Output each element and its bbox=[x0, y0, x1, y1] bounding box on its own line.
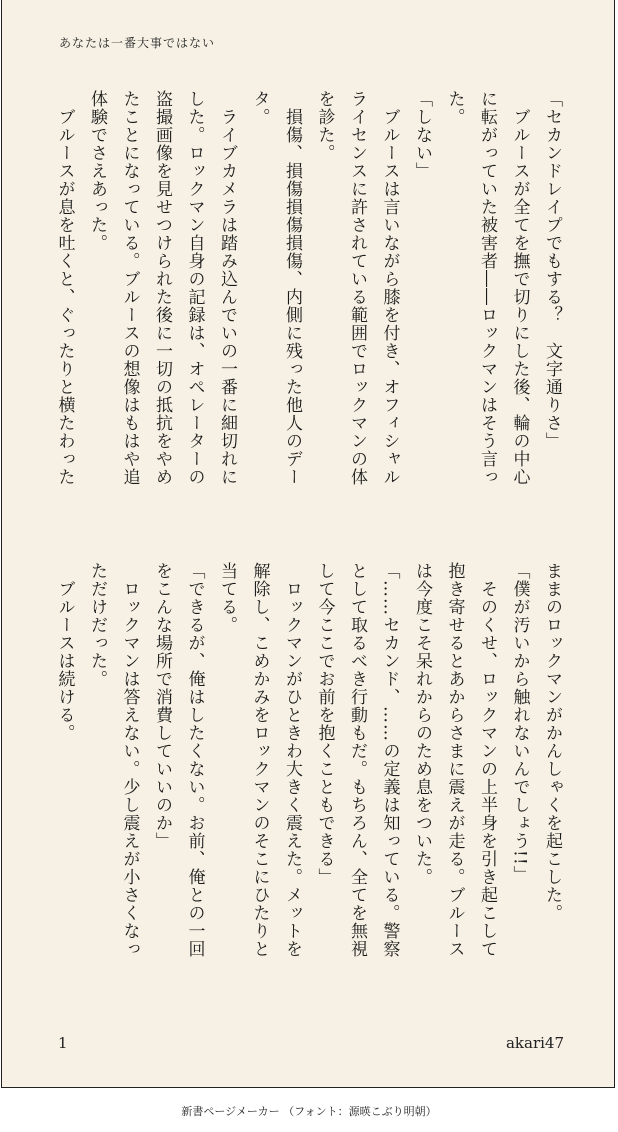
text-line: 抱き寄せるとあからさまに震えが走る。ブルース bbox=[444, 562, 465, 958]
text-column-top bbox=[48, 90, 568, 525]
book-page bbox=[1, 0, 615, 1088]
text-line: を診た。 bbox=[314, 90, 335, 162]
text-line: ブルースは続ける。 bbox=[54, 562, 75, 742]
text-line: ロックマンがひときわ大きく震えた。メットを bbox=[282, 562, 302, 958]
generator-credit: 新書ページメーカー （フォント：源暎こぶり明朝） bbox=[181, 1105, 437, 1118]
text-line: した。ロックマン自身の記録は、オペレーターの bbox=[184, 90, 205, 486]
text-column-bottom bbox=[48, 562, 568, 997]
text-line: 解除し、こめかみをロックマンのそこにひたりと bbox=[249, 562, 270, 958]
text-line: として取るべき行動もだ。もちろん、全てを無視 bbox=[347, 562, 367, 958]
author-name: akari47 bbox=[505, 1034, 564, 1052]
text-line: ブルースが全てを撫で切りにした後、輪の中心 bbox=[509, 90, 530, 486]
text-line: 「しない」 bbox=[412, 90, 432, 180]
text-line: そのくせ、ロックマンの上半身を引き起こして bbox=[477, 562, 497, 958]
text-line: をこんな場所で消費していいのか」 bbox=[152, 562, 172, 850]
text-line: ブルースは言いながら膝を付き、オフィシャル bbox=[379, 90, 400, 486]
text-line: 「僕が汚いから触れないんでしょう!!」 bbox=[509, 562, 530, 884]
text-line: ブルースが息を吐くと、ぐったりと横たわった bbox=[54, 90, 75, 486]
text-line: に転がっていた被害者――ロックマンはそう言っ bbox=[477, 90, 497, 486]
text-line: は今度こそ呆れからのため息をついた。 bbox=[412, 562, 432, 886]
text-line: 損傷、損傷損傷損傷、内側に残った他人のデー bbox=[282, 90, 302, 486]
text-line: ままのロックマンがかんしゃくを起こした。 bbox=[542, 562, 562, 922]
text-line: 盗撮画像を見せつけられた後に一切の抵抗をやめ bbox=[152, 90, 172, 486]
text-line: ロックマンは答えない。少し震えが小さくなっ bbox=[119, 562, 140, 958]
text-line: たことになっている。ブルースの想像はもはや追 bbox=[119, 90, 140, 486]
text-line: 「できるが、俺はしたくない。お前、俺との一回 bbox=[184, 562, 205, 958]
text-line: 当てる。 bbox=[217, 562, 237, 634]
text-line: ただけだった。 bbox=[87, 562, 107, 688]
text-line: 「……セカンド、……の定義は知っている。警察 bbox=[379, 562, 400, 958]
text-line: ライブカメラは踏み込んでいの一番に細切れに bbox=[217, 90, 237, 486]
text-line: ライセンスに許されている範囲でロックマンの体 bbox=[347, 90, 367, 486]
page-header-title: あなたは一番大事ではない bbox=[59, 36, 216, 50]
text-line: 「セカンドレイプでもする？ 文字通りさ」 bbox=[542, 90, 562, 450]
page-number: 1 bbox=[58, 1034, 68, 1052]
text-line: た。 bbox=[444, 90, 465, 126]
text-line: タ。 bbox=[249, 90, 270, 126]
text-line: して今ここでお前を抱くこともできる」 bbox=[314, 562, 335, 886]
text-line: 体験でさえあった。 bbox=[87, 90, 107, 252]
